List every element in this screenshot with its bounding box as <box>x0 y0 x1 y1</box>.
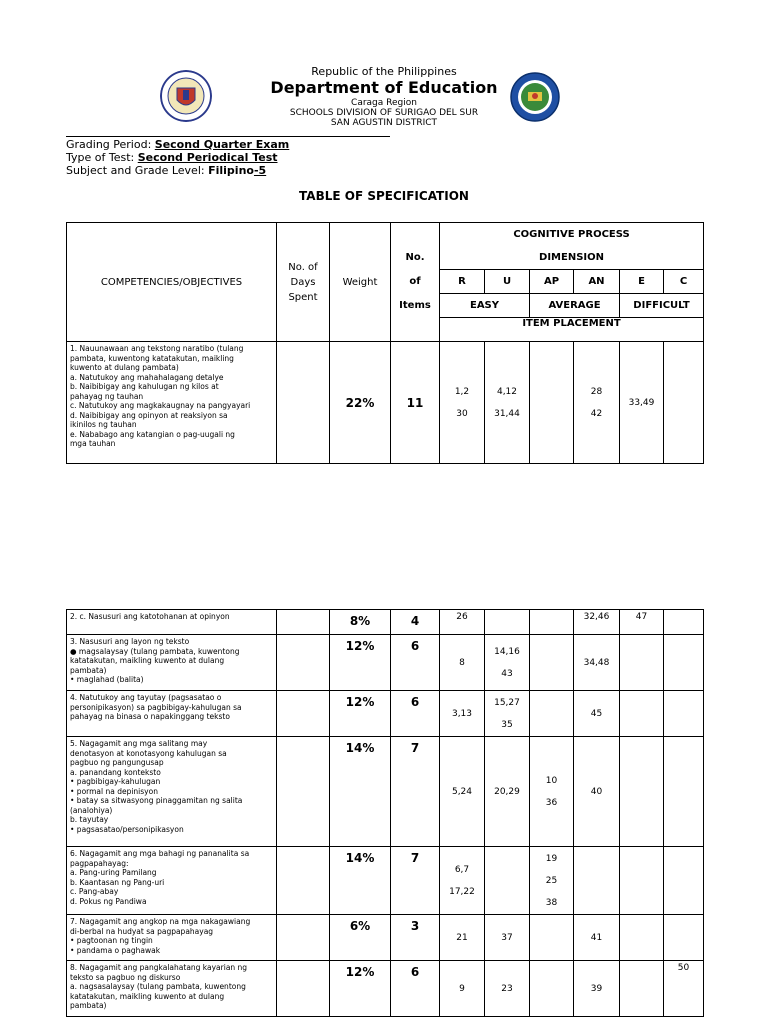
weight-cell: 12% <box>330 635 391 691</box>
district-line: SAN AGUSTIN DISTRICT <box>330 118 438 128</box>
c-cell <box>664 847 704 915</box>
c-cell <box>664 610 704 635</box>
u-cell: 14,16 43 <box>485 635 530 691</box>
r-cell: 5,24 <box>440 737 485 847</box>
col-u: U <box>485 270 530 294</box>
ap-cell: 10 36 <box>530 737 574 847</box>
items-header: No. of Items <box>391 223 440 342</box>
ap-cell <box>530 635 574 691</box>
department-title: Department of Education <box>270 78 498 97</box>
an-cell: 39 <box>574 961 620 1017</box>
ap-cell <box>530 691 574 737</box>
table-row <box>67 635 704 691</box>
weight-cell: 12% <box>330 691 391 737</box>
items-cell: 4 <box>391 610 440 635</box>
days-cell <box>277 847 330 915</box>
table-row <box>67 691 704 737</box>
weight-cell: 14% <box>330 737 391 847</box>
cognitive-header-line2: DIMENSION <box>440 247 704 270</box>
c-cell <box>664 342 704 464</box>
competency-cell: 1. Nauunawaan ang tekstong naratibo (tulang pambata, kuwentong katatakutan, maikling kuwento at dulang pambata) a. Natutukoy ang mahahalagang detalye b. Naibibigay ang kahulugan ng kilos at pahayag ng tauhan c. Natutukoy ang magkakaugnay na pangyayari d. Naibibigay ang opinyon at reaksiyon sa ikinilos ng tauhan e. Nababago ang katangian o pag-uugali ng mga tauhan <box>67 342 277 464</box>
col-e: E <box>620 270 664 294</box>
r-cell: 9 <box>440 961 485 1017</box>
subject-grade: Subject and Grade Level: Filipino-5 <box>66 164 267 177</box>
subject-value: Filipino <box>208 164 254 177</box>
grading-period: Grading Period: Second Quarter Exam <box>66 138 290 151</box>
weight-cell: 8% <box>330 610 391 635</box>
e-cell: 47 <box>620 610 664 635</box>
u-cell: 37 <box>485 915 530 961</box>
division-line: SCHOOLS DIVISION OF SURIGAO DEL SUR <box>289 108 479 118</box>
item-placement-header: ITEM PLACEMENT <box>440 318 704 342</box>
c-cell <box>664 691 704 737</box>
r-cell: 3,13 <box>440 691 485 737</box>
type-of-test: Type of Test: Second Periodical Test <box>66 151 278 164</box>
col-an: AN <box>574 270 620 294</box>
weight-cell: 12% <box>330 961 391 1017</box>
spec-table-header <box>66 222 704 464</box>
competency-cell: 3. Nasusuri ang layon ng teksto ● magsalaysay (tulang pambata, kuwentong katatakutan, maikling kuwento at dulang pambata) • maglahad (balita) <box>67 635 277 691</box>
days-cell <box>277 342 330 464</box>
days-cell <box>277 610 330 635</box>
e-cell <box>620 737 664 847</box>
u-cell <box>485 847 530 915</box>
r-cell: 26 <box>440 610 485 635</box>
an-cell: 40 <box>574 737 620 847</box>
competency-cell: 7. Nagagamit ang angkop na mga nakagawiang di-berbal na hudyat sa pagpapahayag • pagtoonan ng tingin • pandama o paghawak <box>67 915 277 961</box>
header-divider <box>66 136 390 137</box>
weight-cell: 14% <box>330 847 391 915</box>
cognitive-header-line1: COGNITIVE PROCESS <box>440 223 704 247</box>
an-cell: 28 42 <box>574 342 620 464</box>
u-cell <box>485 610 530 635</box>
ap-cell: 19 25 38 <box>530 847 574 915</box>
days-cell <box>277 915 330 961</box>
table-title: TABLE OF SPECIFICATION <box>299 189 469 203</box>
an-cell <box>574 847 620 915</box>
days-cell <box>277 691 330 737</box>
days-cell <box>277 737 330 847</box>
difficult-header: DIFFICULT <box>620 294 704 318</box>
table-row <box>67 610 704 635</box>
table-row <box>67 737 704 847</box>
c-cell <box>664 635 704 691</box>
col-ap: AP <box>530 270 574 294</box>
table-row <box>67 342 704 464</box>
col-c: C <box>664 270 704 294</box>
ap-cell <box>530 610 574 635</box>
grade-value: -5 <box>253 164 267 177</box>
e-cell <box>620 915 664 961</box>
r-cell: 8 <box>440 635 485 691</box>
u-cell: 20,29 <box>485 737 530 847</box>
table-row <box>67 915 704 961</box>
r-cell: 6,7 17,22 <box>440 847 485 915</box>
u-cell: 23 <box>485 961 530 1017</box>
e-cell: 33,49 <box>620 342 664 464</box>
an-cell: 45 <box>574 691 620 737</box>
spec-table-continued <box>66 609 704 1017</box>
competency-cell: 2. c. Nasusuri ang katotohanan at opinyon <box>67 610 277 635</box>
e-cell <box>620 961 664 1017</box>
weight-cell: 6% <box>330 915 391 961</box>
days-cell <box>277 961 330 1017</box>
e-cell <box>620 635 664 691</box>
republic-line: Republic of the Philippines <box>311 65 457 78</box>
items-cell: 7 <box>391 847 440 915</box>
competency-cell: 6. Nagagamit ang mga bahagi ng pananalita sa pagpapahayag: a. Pang-uring Pamilang b. Kaantasan ng Pang-uri c. Pang-abay d. Pokus ng Pandiwa <box>67 847 277 915</box>
competency-cell: 8. Nagagamit ang pangkalahatang kayarian ng teksto sa pagbuo ng diskurso a. nagsasalaysay (tulang pambata, kuwentong katatakutan, maikling kuwento at dulang pambata) <box>67 961 277 1017</box>
competency-cell: 4. Natutukoy ang tayutay (pagsasatao o personipikasyon) sa pagbibigay-kahulugan sa pahayag na binasa o napakinggang teksto <box>67 691 277 737</box>
ap-cell <box>530 961 574 1017</box>
weight-header: Weight <box>330 223 391 342</box>
an-cell: 34,48 <box>574 635 620 691</box>
items-cell: 6 <box>391 635 440 691</box>
competency-cell: 5. Nagagamit ang mga salitang may denotasyon at konotasyong kahulugan sa pagbuo ng pangungusap a. panandang konteksto • pagbibigay-kahulugan • pormal na depinisyon • batay sa sitwasyong pinaggamitan ng salita (analohiya) b. tayutay • pagsasatao/personipikasyon <box>67 737 277 847</box>
u-cell: 4,12 31,44 <box>485 342 530 464</box>
an-cell: 32,46 <box>574 610 620 635</box>
ap-cell <box>530 915 574 961</box>
weight-cell: 22% <box>330 342 391 464</box>
items-cell: 3 <box>391 915 440 961</box>
items-cell: 11 <box>391 342 440 464</box>
region-line: Caraga Region <box>351 98 417 108</box>
table-row <box>67 961 704 1017</box>
c-cell <box>664 915 704 961</box>
items-cell: 6 <box>391 961 440 1017</box>
e-cell <box>620 847 664 915</box>
table-row <box>67 847 704 915</box>
c-cell <box>664 737 704 847</box>
type-of-test-value: Second Periodical Test <box>137 151 278 164</box>
c-cell: 50 <box>664 961 704 1017</box>
an-cell: 41 <box>574 915 620 961</box>
competencies-header: COMPETENCIES/OBJECTIVES <box>67 223 277 342</box>
average-header: AVERAGE <box>530 294 620 318</box>
r-cell: 21 <box>440 915 485 961</box>
r-cell: 1,2 30 <box>440 342 485 464</box>
ap-cell <box>530 342 574 464</box>
days-header: No. of Days Spent <box>277 223 330 342</box>
days-cell <box>277 635 330 691</box>
e-cell <box>620 691 664 737</box>
col-r: R <box>440 270 485 294</box>
grading-period-value: Second Quarter Exam <box>154 138 290 151</box>
u-cell: 15,27 35 <box>485 691 530 737</box>
easy-header: EASY <box>440 294 530 318</box>
items-cell: 7 <box>391 737 440 847</box>
items-cell: 6 <box>391 691 440 737</box>
